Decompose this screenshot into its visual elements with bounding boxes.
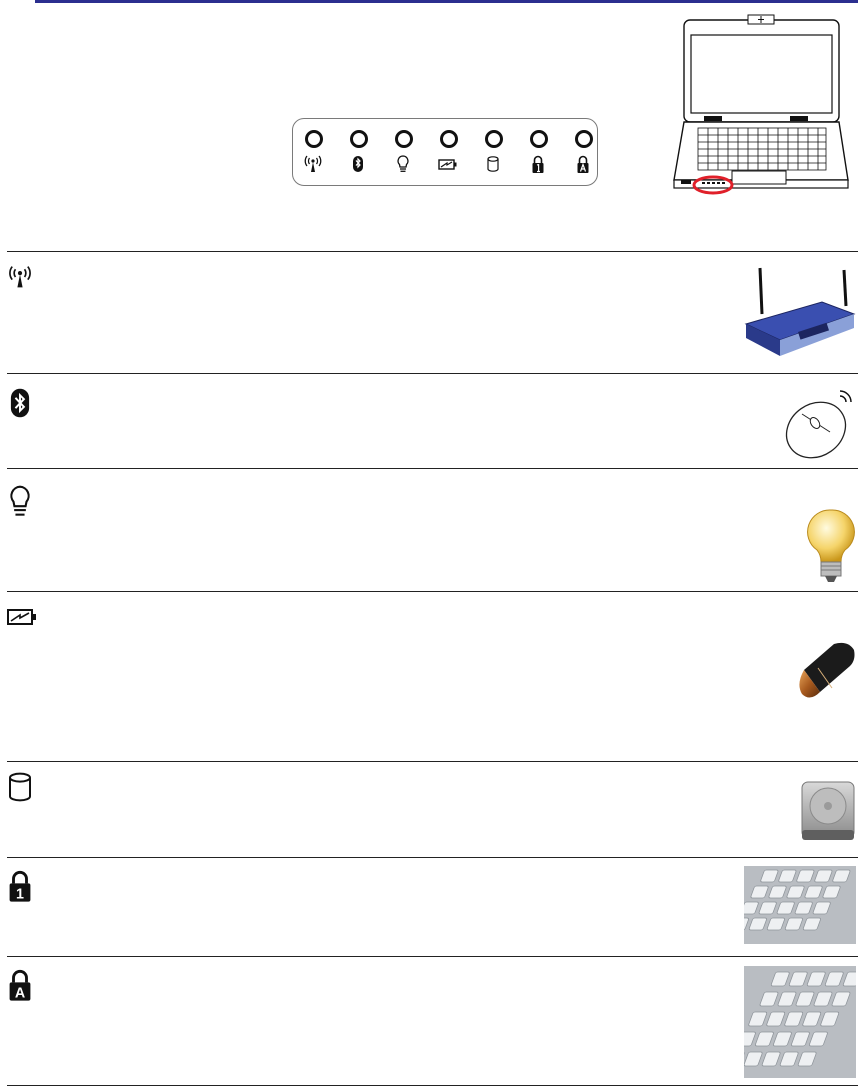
bluetooth-icon [7,388,33,418]
power-icon [7,485,33,515]
led-wireless [305,130,323,148]
keyboard-image [744,966,856,1078]
wireless-icon [7,264,33,294]
bluetooth-icon [348,155,368,173]
section-divider [7,761,858,762]
drive-activity-icon [7,772,33,802]
header-rule [35,0,858,3]
light-bulb-image [806,508,856,584]
wireless-router-image [742,266,856,360]
indicator-panel [292,118,598,186]
section-divider [7,1085,858,1086]
led-capital-lock [575,130,593,148]
capital-lock-icon [7,969,33,999]
number-lock-icon [528,155,548,173]
drive-activity-icon [483,155,503,173]
number-lock-icon [7,870,33,900]
capital-lock-char: A [14,985,26,1001]
led-power [395,130,413,148]
number-lock-char: 1 [16,886,24,902]
section-divider [7,251,858,252]
led-number-lock [530,130,548,148]
battery-image [798,640,856,706]
led-drive [485,130,503,148]
section-divider [7,468,858,469]
battery-charge-icon [438,155,458,173]
power-icon [393,155,413,173]
led-bluetooth [350,130,368,148]
led-battery [440,130,458,148]
keyboard-image [744,866,856,944]
hard-drive-image [800,780,856,844]
section-divider [7,373,858,374]
capital-lock-icon [573,155,593,173]
section-divider [7,857,858,858]
section-divider [7,956,858,957]
battery-charge-icon [7,606,37,636]
wireless-mouse-image [782,386,856,460]
section-divider [7,591,858,592]
laptop-diagram [668,10,858,200]
wireless-icon [303,155,323,173]
